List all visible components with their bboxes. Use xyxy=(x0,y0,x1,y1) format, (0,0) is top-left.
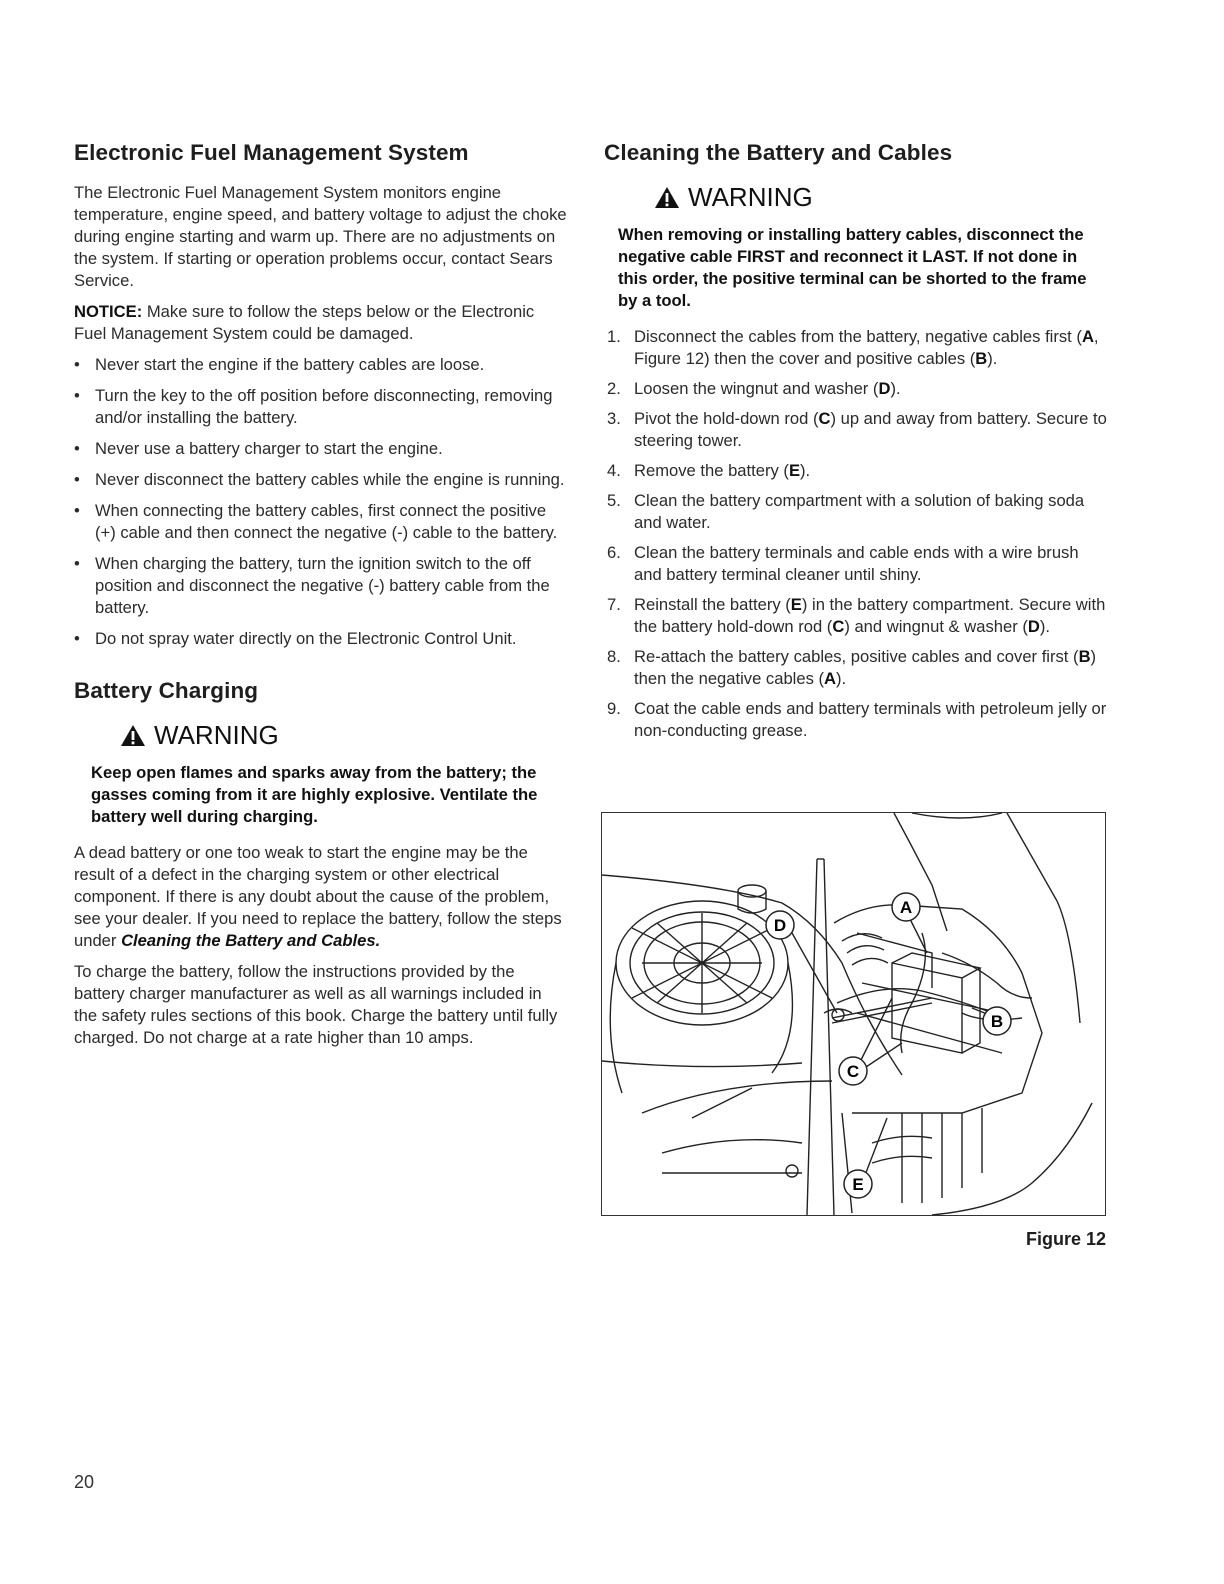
cleaning-steps-list xyxy=(604,326,1109,742)
bullet-icon: • xyxy=(74,629,80,648)
step-item: 5. Clean the battery compartment with a solution of baking soda and water. xyxy=(607,491,1085,532)
list-item: • Turn the key to the off position before disconnecting, removing and/or installing the battery. xyxy=(74,386,553,427)
page-number: 20 xyxy=(74,1472,95,1492)
step-item: 6. Clean the battery terminals and cable ends with a wire brush and battery terminal cleaner until shiny. xyxy=(607,543,1079,584)
right-column xyxy=(604,138,1109,750)
bullet-icon: • xyxy=(74,501,80,520)
part-letter: E xyxy=(788,461,801,480)
step-number: 7. xyxy=(607,595,621,614)
list-item: • Never start the engine if the battery cables are loose. xyxy=(74,355,485,374)
part-letter: C xyxy=(832,617,845,636)
step-item: 1. Disconnect the cables from the battery, negative cables first (A, Figure 12) then the cover and positive cables (B). xyxy=(607,327,1099,368)
part-letter: D xyxy=(878,379,891,398)
part-letter: C xyxy=(818,409,831,428)
list-item: • When connecting the battery cables, first connect the positive (+) cable and then connect the negative (-) cable to the battery. xyxy=(74,501,558,542)
step-number: 9. xyxy=(607,699,621,718)
cleaning-warning-text: When removing or installing battery cables, disconnect the negative cable FIRST and reconnect it LAST. If not done in this order, the positive terminal can be shorted to the frame by a tool. xyxy=(618,225,1087,310)
cleaning-heading: Cleaning the Battery and Cables xyxy=(604,140,953,165)
part-letter: B xyxy=(975,349,988,368)
step-item: 3. Pivot the hold-down rod (C) up and away from battery. Secure to steering tower. xyxy=(607,409,1107,450)
step-number: 4. xyxy=(607,461,621,480)
step-item: 4. Remove the battery (E). xyxy=(607,461,811,480)
warning-label: WARNING xyxy=(154,720,279,750)
notice-text: Make sure to follow the steps below or the Electronic Fuel Management System could be damaged. xyxy=(74,302,535,343)
list-item: • Never use a battery charger to start the engine. xyxy=(74,439,443,458)
efms-intro: The Electronic Fuel Management System monitors engine temperature, engine speed, and battery voltage to adjust the choke during engine starting and warm up. There are no adjustments on the system. If starting or operation problems occur, contact Sears Service. xyxy=(74,183,567,290)
warning-triangle-icon xyxy=(120,724,146,747)
bullet-icon: • xyxy=(74,470,80,489)
figure-12-illustration xyxy=(601,812,1106,1216)
part-letter: E xyxy=(790,595,802,614)
list-item: • When charging the battery, turn the ignition switch to the off position and disconnect the negative (-) battery cable from the battery. xyxy=(74,554,550,617)
charging-paragraph-2: To charge the battery, follow the instructions provided by the battery charger manufacturer as well as all warnings included in the safety rules sections of this book. Charge the battery until fully charged. Do not charge at a rate higher than 10 amps. xyxy=(74,962,558,1047)
efms-bullet-list xyxy=(74,354,568,650)
bullet-icon: • xyxy=(74,439,80,458)
part-letter: B xyxy=(1078,647,1091,666)
step-number: 1. xyxy=(607,327,621,346)
figure-caption: Figure 12 xyxy=(1025,1229,1106,1249)
step-number: 6. xyxy=(607,543,621,562)
callout-c-label: C xyxy=(846,1062,860,1081)
bullet-icon: • xyxy=(74,386,80,405)
charging-warning-text: Keep open flames and sparks away from the battery; the gasses coming from it are highly explosive. Ventilate the battery well during charging. xyxy=(91,763,538,826)
notice-label: NOTICE: xyxy=(74,302,143,321)
cleaning-warning-title xyxy=(654,182,1109,212)
battery-charging-heading: Battery Charging xyxy=(74,678,259,703)
callout-b-label: B xyxy=(990,1012,1004,1031)
step-item: 2. Loosen the wingnut and washer (D). xyxy=(607,379,901,398)
step-item: 7. Reinstall the battery (E) in the battery compartment. Secure with the battery hold-down rod (C) and wingnut & washer (D). xyxy=(607,595,1106,636)
list-item: • Never disconnect the battery cables while the engine is running. xyxy=(74,470,565,489)
list-item: • Do not spray water directly on the Electronic Control Unit. xyxy=(74,629,517,648)
part-letter: A xyxy=(1081,327,1094,346)
part-letter: D xyxy=(1027,617,1040,636)
efms-heading: Electronic Fuel Management System xyxy=(74,140,469,165)
charging-warning-title xyxy=(120,720,568,750)
step-item: 8. Re-attach the battery cables, positive cables and cover first (B) then the negative cables (A). xyxy=(607,647,1097,688)
cleaning-reference: Cleaning the Battery and Cables. xyxy=(121,931,381,950)
efms-notice xyxy=(74,301,568,345)
callout-a-label: A xyxy=(899,898,913,917)
charging-paragraph-1: A dead battery or one too weak to start the engine may be the result of a defect in the charging system or other electrical component. If there is any doubt about the cause of the problem, see your dealer. If you need to replace the battery, follow the steps under Cleaning the Battery and Cables. xyxy=(74,843,562,950)
step-number: 3. xyxy=(607,409,621,428)
warning-triangle-icon xyxy=(654,186,680,209)
part-letter: A xyxy=(824,669,837,688)
warning-label: WARNING xyxy=(688,182,813,212)
callout-d-label: D xyxy=(773,916,787,935)
step-number: 8. xyxy=(607,647,621,666)
step-item: 9. Coat the cable ends and battery terminals with petroleum jelly or non-conducting grease. xyxy=(607,699,1107,740)
battery-compartment-drawing xyxy=(602,813,1105,1215)
bullet-icon: • xyxy=(74,355,80,374)
step-number: 5. xyxy=(607,491,621,510)
left-column xyxy=(74,138,568,1058)
bullet-icon: • xyxy=(74,554,80,573)
callout-e-label: E xyxy=(852,1175,864,1194)
step-number: 2. xyxy=(607,379,621,398)
